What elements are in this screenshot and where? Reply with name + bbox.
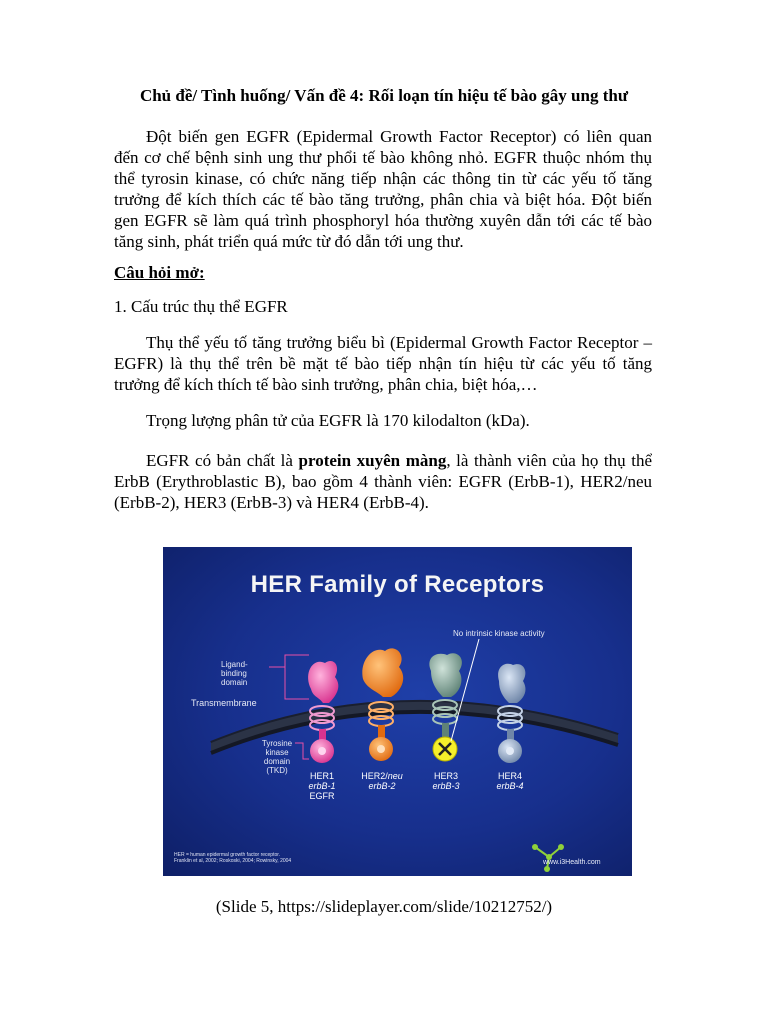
tkd-leader-line <box>295 743 309 759</box>
footnote-line-2: Franklin et al, 2002; Roskoski, 2004; Rowinsky, 2004 <box>174 858 292 864</box>
her4-name: HER4 <box>497 771 522 781</box>
transmembrane-label: Transmembrane <box>191 698 257 708</box>
molecular-weight-paragraph: Trọng lượng phân tử của EGFR là 170 kilodalton (kDa). <box>146 411 530 430</box>
slide-footnote <box>174 852 291 864</box>
her3-gene: erbB-3 <box>432 781 460 791</box>
footnote-line-1: HER = human epidermal growth factor receptor. <box>174 852 281 858</box>
her4-label <box>485 771 535 791</box>
her3-label <box>421 771 471 791</box>
her2-label <box>353 771 411 791</box>
ligand-leader-line-2 <box>285 655 309 667</box>
her4-receptor-shape <box>498 664 525 763</box>
slide-diagram <box>163 547 632 876</box>
slide-title: HER Family of Receptors <box>250 571 545 598</box>
section-1-heading: 1. Cấu trúc thụ thể EGFR <box>114 297 288 316</box>
her1-gene: erbB-1 <box>308 781 336 791</box>
intro-paragraph: Đột biến gen EGFR (Epidermal Growth Factor Receptor) có liên quan đến cơ chế bệnh sinh ung thư phổi tế bào không nhỏ. EGFR thuộc nhóm thụ thể tyrosin kinase, có chức năng tiếp nhận các thông tin từ các yếu tố tăng trưởng để kích thích các tế bào tăng trưởng, phân chia và biệt hóa. Đột biến gen EGFR sẽ làm quá trình phosphoryl hóa thường xuyên dẫn tới các tế bào tăng sinh, phát triển quá mức từ đó dẫn tới ung thư. <box>114 127 652 251</box>
open-questions-heading: Câu hỏi mở: <box>114 263 205 282</box>
her1-extra: EGFR <box>309 791 335 801</box>
erbb-family-paragraph <box>114 450 652 513</box>
ligand-leader-line <box>269 667 309 699</box>
her3-receptor-shape <box>429 653 462 761</box>
tyrosine-kinase-label: Tyrosine kinase domain (TKD) <box>261 739 293 775</box>
her1-name: HER1 <box>309 771 334 781</box>
para-3-bold: protein xuyên màng <box>298 451 447 470</box>
her4-gene: erbB-4 <box>496 781 524 791</box>
her1-label <box>297 771 347 801</box>
her3-name: HER3 <box>433 771 458 781</box>
egfr-definition-paragraph: Thụ thể yếu tố tăng trưởng biểu bì (Epidermal Growth Factor Receptor – EGFR) là thụ thể trên bề mặt tế bào tiếp nhận tín hiệu từ các yếu tố tăng trưởng để kích thích tế bào sinh trưởng, phân chia, biệt hóa,… <box>114 333 652 394</box>
site-url: www.i3Health.com <box>543 859 601 866</box>
para-3-text-a: EGFR có bản chất là <box>146 451 299 470</box>
her2-name-line <box>353 771 411 781</box>
para-3-text-b: , là thành viên của họ thụ thể ErbB (Erythroblastic B), bao gồm 4 thành viên: EGFR (ErbB-1), HER2/neu (ErbB-2), HER3 (ErbB-3) và HER4 (ErbB-4). <box>114 451 652 512</box>
figure-caption: (Slide 5, https://slideplayer.com/slide/10212752/) <box>215 897 553 916</box>
her2-gene: erbB-2 <box>368 781 396 791</box>
her2-name: HER2/ <box>361 771 388 781</box>
her-family-slide <box>163 547 632 876</box>
i3health-logo-icon <box>532 844 564 872</box>
document-title: Chủ đề/ Tình huống/ Vấn đề 4: Rối loạn tín hiệu tế bào gây ung thư <box>139 86 629 105</box>
no-kinase-label: No intrinsic kinase activity <box>453 629 545 638</box>
ligand-binding-label: Ligand-binding domain <box>221 660 248 687</box>
her2-name-italic: neu <box>387 771 403 781</box>
